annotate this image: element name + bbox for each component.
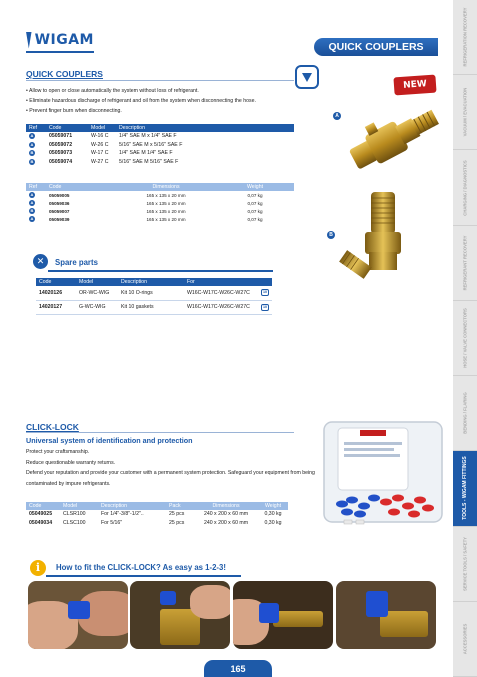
side-tab-label: VACUUM / EVACUATION [462,88,468,137]
click-lock-cap [68,601,90,619]
model-cell: W-26 C [91,141,109,148]
spare-parts-table [36,278,272,315]
ref-badge: B [30,208,34,213]
pack-10-icon: 10 [263,290,267,295]
ref-cell [26,199,46,207]
ref-cell [26,207,46,215]
weight-cell: 0,30 kg [264,511,282,518]
model-cell: W-17 C [91,150,109,157]
col-header: Ref [26,124,46,132]
side-tab-label: BENDING / FLARING [462,392,468,434]
model-cell: CLSC100 [63,519,86,526]
page-banner: QUICK COUPLERS [314,38,438,56]
description-cell: 1/4" SAE M 1/4" SAE F [119,150,173,157]
side-tab-label: SERVICE TOOLS / SAFETY [462,536,468,591]
side-tab[interactable] [453,376,477,451]
coupler-a-image [340,92,450,177]
description-cell: 5/16" SAE M 5/16" SAE F [119,159,179,166]
ref-badge: A [30,141,34,147]
description-cell: Kit 10 O-rings [118,286,184,300]
howto-photo-step-3 [233,581,333,649]
table-row [36,300,272,314]
ref-cell [26,132,46,141]
model-cell: W-16 C [91,133,109,140]
table-row [26,132,294,141]
for-cell: W16C-W17C-W26C-W27C [184,300,258,314]
ref-cell [26,158,46,167]
description-cell: 5/16" SAE M x 5/16" SAE F [119,141,183,148]
howto-photo-step-2 [130,581,230,649]
page-number: 165 [204,660,272,677]
description-line: Defend your reputation and provide your customer with a permanent system protection. Safeguard your equipment from being contaminated by impure refrigerants. [26,470,315,487]
info-icon: i [30,560,46,576]
feature-item: • Eliminate hazardous discharge of refrigerant and oil from the system when disconnecting the hose. [26,96,256,106]
dimensions-cell: 240 x 200 x 60 mm [203,511,249,518]
side-tab-label: ACCESSORIES [462,623,468,655]
code-cell: 05059074 [49,159,73,166]
table-row [26,199,294,207]
code-cell: 05059036 [49,200,70,206]
weight-cell: 0,07 kg [247,192,263,198]
description-line: Reduce questionable warranty returns. [26,459,116,466]
new-badge: NEW [393,75,436,96]
weight-cell: 0,07 kg [247,208,263,214]
side-tab-label: TOOLS - WIGAM FITTINGS [462,456,468,521]
description-cell: 1/4" SAE M x 1/4" SAE F [119,133,177,140]
tools-icon: ✕ [33,254,48,269]
description-cell: Kit 10 gaskets [118,300,184,314]
click-lock-kit-image [320,416,448,534]
side-tab[interactable] [453,150,477,225]
ref-badge: A [30,133,34,139]
click-lock-rule [26,432,294,433]
feature-item: • Prevent finger burn when disconnecting. [26,106,256,116]
ref-badge: A [30,216,34,221]
col-header [258,278,272,286]
table-row [26,207,294,215]
side-tab[interactable] [453,301,477,376]
quick-couplers-rule [26,80,294,81]
side-tab[interactable] [453,451,477,526]
dimensions-cell: 165 x 135 x 20 mm [146,216,186,222]
side-tab-label: CHARGING / DIAGNOSTICS [462,159,468,216]
ref-badge: A [30,200,34,205]
table-row [26,510,288,519]
code-cell: 05059072 [49,141,73,148]
table-row [26,215,294,223]
side-tab[interactable] [453,226,477,301]
col-header: Ref [26,183,46,191]
hand-shape [190,585,230,619]
col-header: Description [116,124,294,132]
pack-10-icon: 10 [263,304,267,309]
image-ref-a: A [333,112,341,120]
for-cell: W16C-W17C-W26C-W27C [184,286,258,300]
code-cell: 14020127 [36,300,76,314]
spare-parts-title: Spare parts [55,258,98,267]
col-header: Weight [216,183,294,191]
col-header: Code [46,124,88,132]
pack-cell [258,300,272,314]
col-header: Weight [258,502,288,510]
pack-cell: 25 pcs [169,519,185,526]
col-header: Code [46,183,116,191]
feature-list [26,86,256,116]
brand-name: WIGAM [34,32,94,48]
col-header: Dimensions [116,183,216,191]
click-lock-cap [259,603,279,623]
dimensions-cell: 165 x 135 x 20 mm [146,200,186,206]
howto-photo-step-4 [336,581,436,649]
model-cell: OR-WC-WIG [76,286,118,300]
ref-badge: A [30,192,34,197]
ref-cell [26,141,46,150]
weight-cell: 0,30 kg [264,519,282,526]
side-tab[interactable] [453,0,477,75]
model-cell: CLSR100 [63,511,86,518]
howto-title: How to fit the CLICK-LOCK? As easy as 1-2-3! [56,563,226,572]
col-header: Model [88,124,116,132]
code-cell: 05059005 [49,192,70,198]
table-row [36,286,272,300]
code-cell: 05059007 [49,208,70,214]
side-tab[interactable] [453,602,477,677]
side-tab[interactable] [453,75,477,150]
side-tab-label: REFRIGERANT RECOVERY [462,235,468,291]
code-cell: 05059073 [49,150,73,157]
feature-item: • Allow to open or close automatically the system without loss of refrigerant. [26,86,256,96]
pack-cell [258,286,272,300]
side-tab[interactable] [453,527,477,602]
coupler-b-image [335,190,415,300]
wigam-badge-icon [295,65,319,89]
col-header: Model [76,278,118,286]
description-line: Protect your craftsmanship. [26,449,90,455]
quick-couplers-title: QUICK COUPLERS [26,69,103,79]
logo-underline [26,51,94,53]
description-cell: For 1/4"-3/8"-1/2".. [101,511,144,518]
weight-cell: 0,07 kg [247,216,263,222]
model-cell: G-WC-WIG [76,300,118,314]
col-header: Description [98,502,166,510]
ref-badge: B [30,150,34,156]
code-cell: 05049034 [29,519,53,526]
ref-cell [26,149,46,158]
coupler-dimensions-table [26,183,294,223]
code-cell: 05059039 [49,216,70,222]
wigam-logo-mark-icon [26,32,32,49]
table-row [26,191,294,199]
coupler-model-table [26,124,294,166]
dimensions-cell: 240 x 200 x 60 mm [203,519,249,526]
dimensions-cell: 165 x 135 x 20 mm [146,208,186,214]
table-row [26,149,294,158]
wigam-logo [26,30,94,50]
col-header: Description [118,278,184,286]
valve-body [273,611,323,627]
howto-photo-step-1 [28,581,128,649]
side-tab-label: HOSE / VALVE CONNECTORS [462,308,468,368]
pack-cell: 25 pcs [169,511,185,518]
click-lock-description [26,447,316,489]
table-row [26,519,288,528]
table-row [26,141,294,150]
model-cell: W-27 C [91,159,109,166]
click-lock-cap [366,591,388,617]
col-header: Model [60,502,98,510]
col-header: For [184,278,258,286]
click-lock-cap [160,591,176,605]
image-ref-b: B [327,231,335,239]
code-cell: 05059071 [49,133,73,140]
code-cell: 14020126 [36,286,76,300]
col-header: Pack [166,502,194,510]
col-header: Code [36,278,76,286]
ref-cell [26,191,46,199]
click-lock-title: CLICK-LOCK [26,422,79,432]
ref-badge: B [30,159,34,165]
description-cell: For 5/16" [101,519,123,526]
spare-parts-rule [48,270,273,272]
ref-cell [26,215,46,223]
col-header: Dimensions [194,502,258,510]
col-header: Code [26,502,60,510]
click-lock-table [26,502,288,527]
click-lock-subtitle: Universal system of identification and protection [26,436,193,445]
side-tab-label: REFRIGERATION RECOVERY [462,7,468,67]
dimensions-cell: 165 x 135 x 20 mm [146,192,186,198]
table-row [26,158,294,167]
side-tab-strip [453,0,477,677]
howto-rule [46,575,241,577]
code-cell: 05049025 [29,511,53,518]
weight-cell: 0,07 kg [247,200,263,206]
